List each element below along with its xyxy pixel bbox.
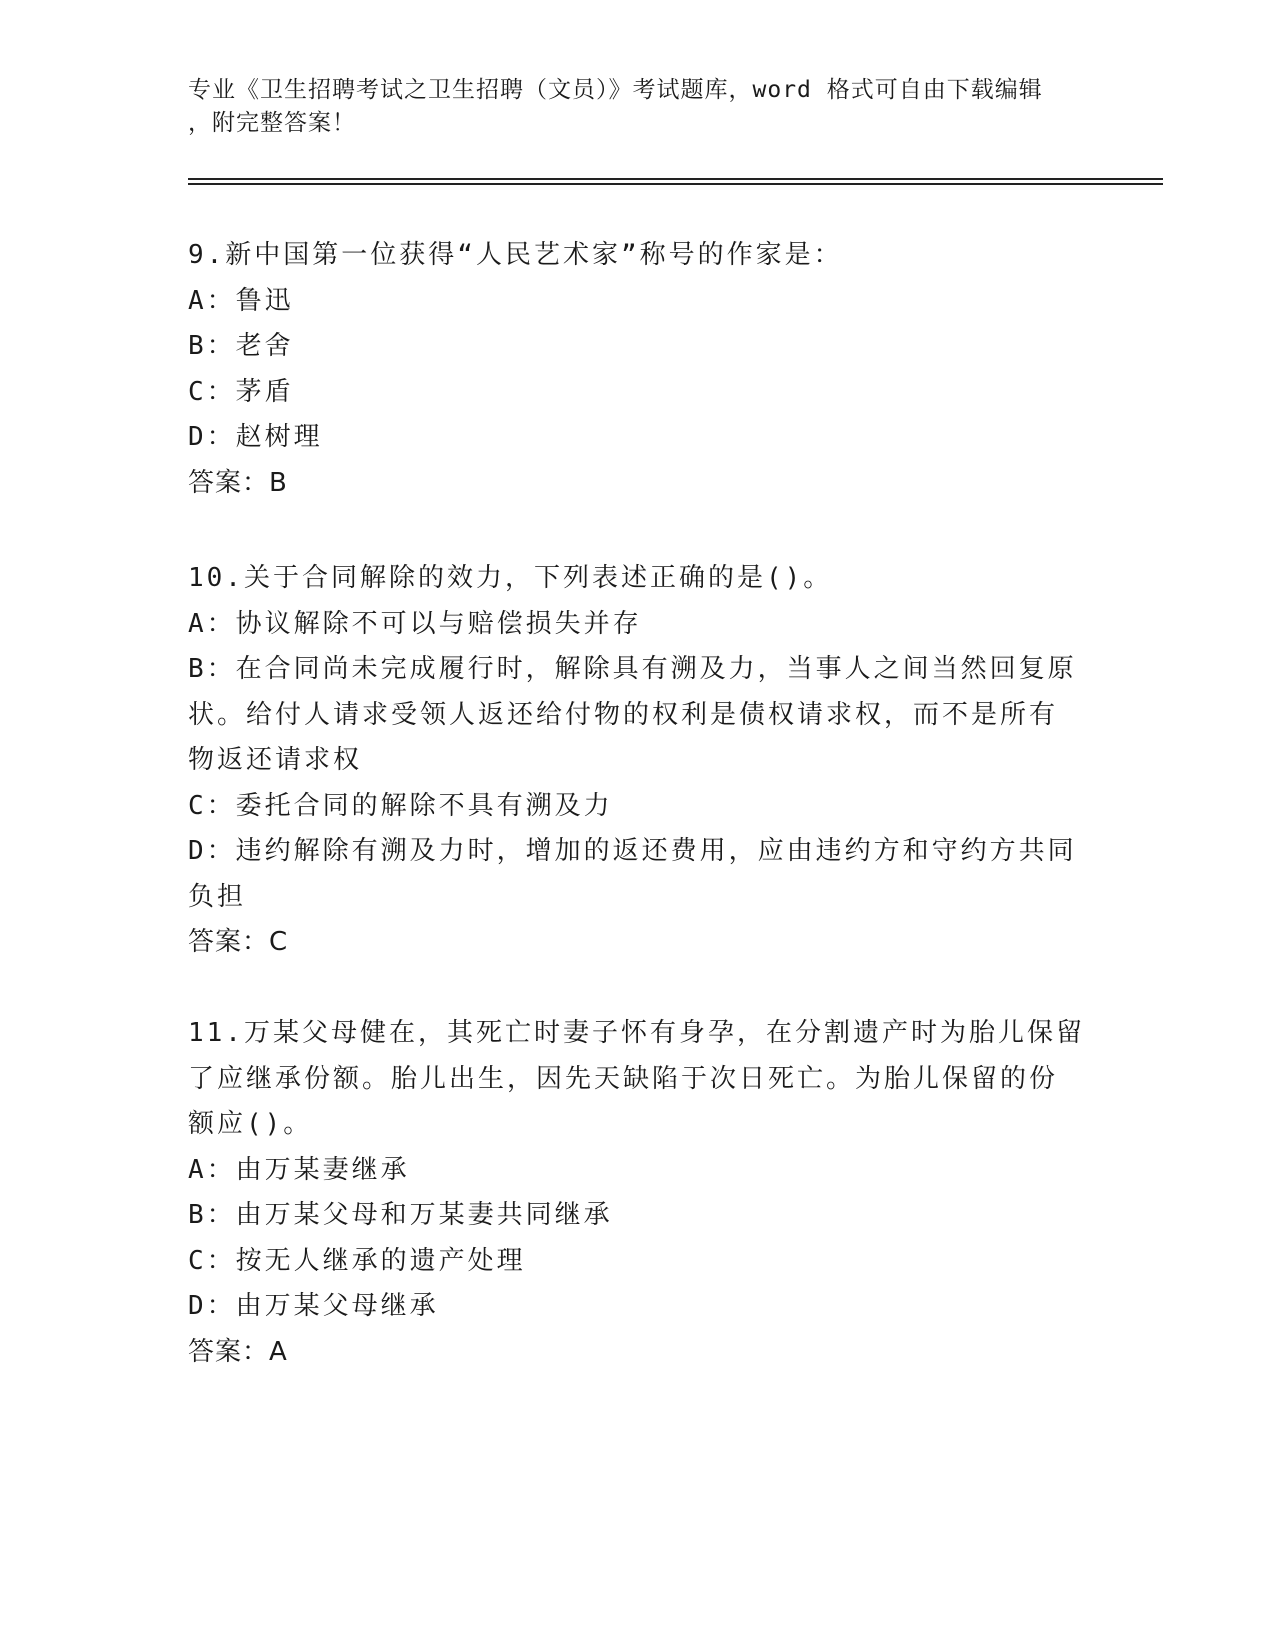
option-d-line-2: 负担 — [188, 881, 247, 912]
option-d: D：由万某父母继承 — [188, 1291, 439, 1321]
option-b-line-3: 物返还请求权 — [188, 745, 363, 775]
question-9 — [188, 233, 1088, 506]
option-b: B：老舍 — [188, 331, 294, 361]
question-stem: 10.关于合同解除的效力，下列表述正确的是()。 — [188, 563, 833, 593]
option-d-line-1: D：违约解除有溯及力时，增加的返还费用，应由违约方和守约方共同 — [188, 836, 1077, 866]
header-divider-top — [188, 178, 1163, 180]
option-c: C：按无人继承的遗产处理 — [188, 1245, 526, 1276]
header-line-2: ，附完整答案！ — [188, 110, 356, 136]
question-stem-line-2: 了应继承份额。胎儿出生，因先天缺陷于次日死亡。为胎儿保留的份 — [188, 1063, 1059, 1094]
question-11 — [188, 1011, 1088, 1375]
document-header — [188, 74, 1068, 140]
answer: 答案：B — [188, 467, 288, 498]
question-stem-line-3: 额应()。 — [188, 1109, 313, 1139]
question-stem-line-1: 11.万某父母健在，其死亡时妻子怀有身孕，在分割遗产时为胎儿保留 — [188, 1018, 1085, 1048]
question-10 — [188, 556, 1088, 966]
option-a: A：由万某妻继承 — [188, 1154, 410, 1185]
option-d: D：赵树理 — [188, 422, 323, 452]
option-b-line-2: 状。给付人请求受领人返还给付物的权利是债权请求权，而不是所有 — [188, 699, 1059, 730]
option-b-line-1: B：在合同尚未完成履行时，解除具有溯及力，当事人之间当然回复原 — [188, 654, 1077, 684]
answer: 答案：A — [188, 1336, 288, 1367]
header-line-1: 专业《卫生招聘考试之卫生招聘（文员）》考试题库，word 格式可自由下载编辑 — [188, 77, 1043, 103]
option-b: B：由万某父母和万某妻共同继承 — [188, 1200, 613, 1230]
option-a: A：鲁迅 — [188, 285, 294, 316]
answer: 答案：C — [188, 927, 289, 957]
question-stem: 9.新中国第一位获得“人民艺术家”称号的作家是： — [188, 240, 843, 270]
option-c: C：委托合同的解除不具有溯及力 — [188, 790, 613, 821]
option-c: C：茅盾 — [188, 376, 294, 407]
option-a: A：协议解除不可以与赔偿损失并存 — [188, 608, 642, 639]
header-divider-bottom — [188, 183, 1163, 185]
